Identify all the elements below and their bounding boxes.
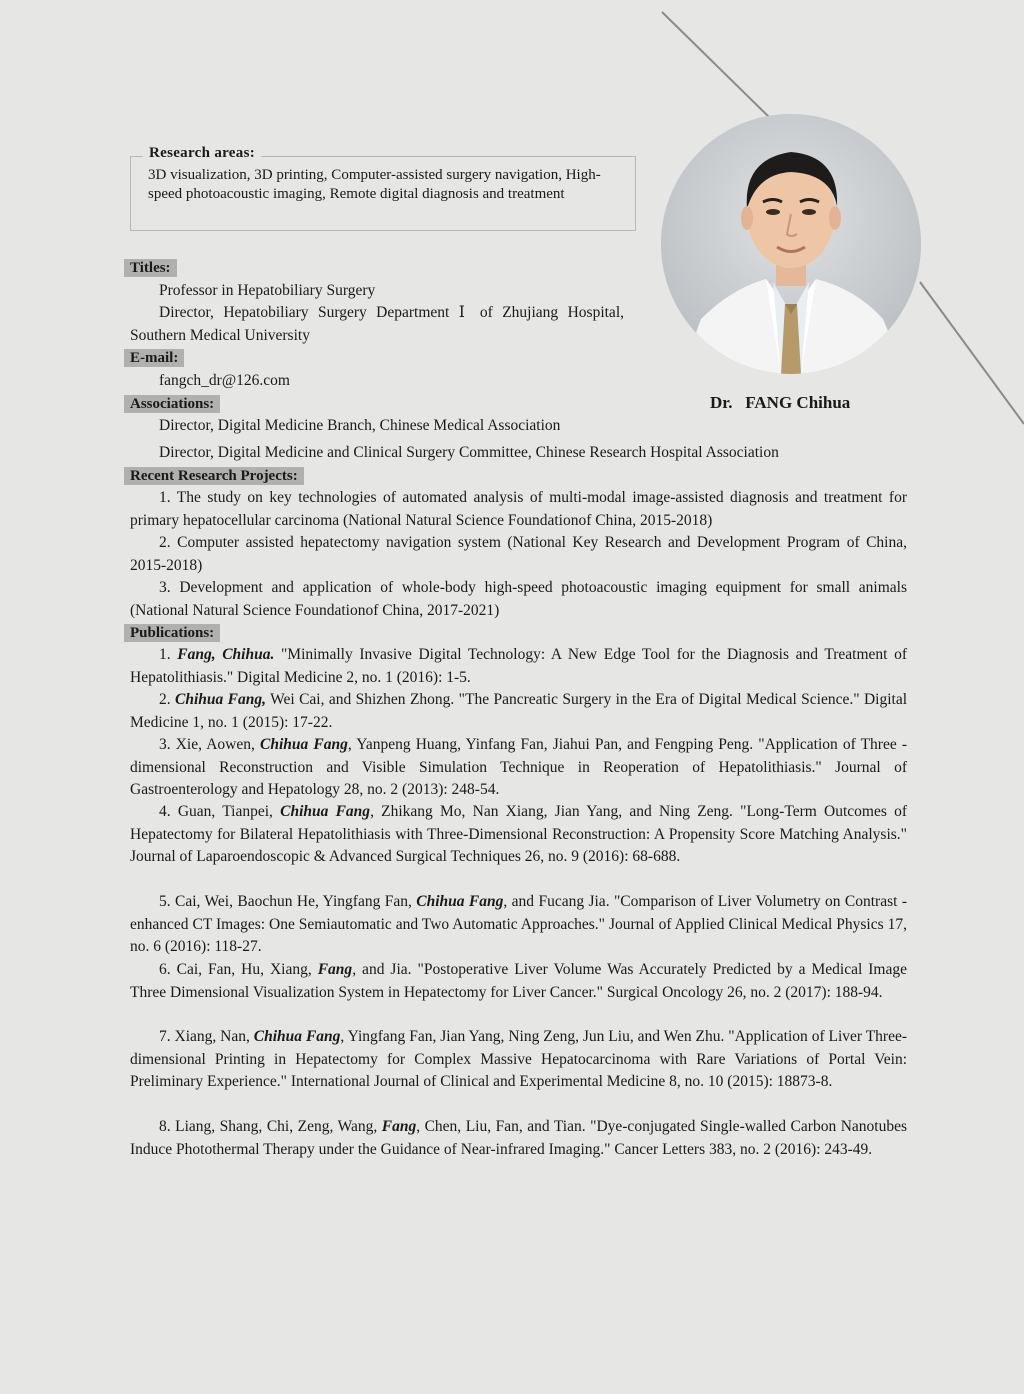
publication-item: 8. Liang, Shang, Chi, Zeng, Wang, Fang, Chen, Liu, Fan, and Tian. "Dye-conjugated Single-walled Carbon Nanotubes Induce Photothermal Therapy under the Guidance of Near-infrared Imaging." Cancer Letters 383, no. 2 (2016): 243-49. bbox=[130, 1118, 907, 1158]
research-areas-heading: Research areas: bbox=[143, 145, 261, 162]
publication-item: 3. Xie, Aowen, Chihua Fang, Yanpeng Huang, Yinfang Fan, Jiahui Pan, and Fengping Peng. "Application of Three - dimensional Reconstruction and Visible Simulation Technique in Reoperation of Hepatolithiasis." Journal of Gastroenterology and Hepatology 28, no. 2 (2013): 248-54. bbox=[130, 736, 907, 798]
project-item: 1. The study on key technologies of automated analysis of multi-modal image-assisted diagnosis and treatment for primary hepatocellular carcinoma (National Natural Science Foundationof China, 2015-2018) bbox=[130, 489, 907, 529]
publication-item: 1. Fang, Chihua. "Minimally Invasive Digital Technology: A New Edge Tool for the Diagnosis and Treatment of Hepatolithiasis." Digital Medicine 2, no. 1 (2016): 1-5. bbox=[130, 646, 908, 686]
project-item: 2. Computer assisted hepatectomy navigation system (National Key Research and Development Program of China, 2015-2018) bbox=[130, 534, 907, 574]
publication-item: 4. Guan, Tianpei, Chihua Fang, Zhikang Mo, Nan Xiang, Jian Yang, and Ning Zeng. "Long-Term Outcomes of Hepatectomy for Bilateral Hepatolithiasis with Three-Dimensional Reconstruction: A Propensity Score Matching Analysis." Journal of Laparoendoscopic & Advanced Surgical Techniques 26, no. 9 (2016): 68-688. bbox=[130, 803, 908, 865]
portrait-photo bbox=[661, 114, 921, 374]
profile-name: Dr. FANG Chihua bbox=[710, 393, 851, 412]
research-areas-text: 3D visualization, 3D printing, Computer-assisted surgery navigation, High-speed photoacoustic imaging, Remote digital diagnosis and treatment bbox=[148, 167, 601, 202]
publication-item: 5. Cai, Wei, Baochun He, Yingfang Fan, Chihua Fang, and Fucang Jia. "Comparison of Liver Volumetry on Contrast - enhanced CT Images: One Semiautomatic and Two Automatic Approaches." Journal of Applied Clinical Medical Physics 17, no. 6 (2016): 118-27. bbox=[130, 893, 907, 955]
publication-item: 7. Xiang, Nan, Chihua Fang, Yingfang Fan, Jian Yang, Ning Zeng, Jun Liu, and Wen Zhu. "Application of Liver Three-dimensional Printing in Hepatectomy for Complex Massive Hepatocarcinoma with Rare Variations of Portal Vein: Preliminary Experience." International Journal of Clinical and Experimental Medicine 8, no. 10 (2015): 18873-8. bbox=[130, 1028, 907, 1090]
publication-item: 6. Cai, Fan, Hu, Xiang, Fang, and Jia. "Postoperative Liver Volume Was Accurately Predicted by a Medical Image Three Dimensional Visualization System in Hepatectomy for Liver Cancer." Surgical Oncology 26, no. 2 (2017): 188-94. bbox=[130, 961, 907, 1001]
email-value: fangch_dr@126.com bbox=[159, 372, 290, 389]
project-item: 3. Development and application of whole-body high-speed photoacoustic imaging equipment for small animals (National Natural Science Foundationof China, 2017-2021) bbox=[130, 579, 907, 619]
publications-heading: Publications: bbox=[124, 624, 220, 642]
title-line-1: Professor in Hepatobiliary Surgery bbox=[159, 282, 376, 299]
title-line-2: Director, Hepatobiliary Surgery Department Ⅰ of Zhujiang Hospital, Southern Medical University bbox=[130, 304, 624, 344]
projects-heading: Recent Research Projects: bbox=[124, 467, 304, 485]
associations-heading: Associations: bbox=[124, 395, 220, 413]
email-heading: E-mail: bbox=[124, 349, 184, 367]
portrait-illustration bbox=[661, 114, 921, 374]
diagonal-line-bottom bbox=[920, 282, 1024, 424]
diagonal-line-top bbox=[662, 12, 770, 118]
publication-item: 2. Chihua Fang, Wei Cai, and Shizhen Zhong. "The Pancreatic Surgery in the Era of Digital Medical Science." Digital Medicine 1, no. 1 (2015): 17-22. bbox=[130, 691, 908, 731]
association-item: Director, Digital Medicine and Clinical Surgery Committee, Chinese Research Hospital Association bbox=[159, 444, 779, 461]
titles-heading: Titles: bbox=[124, 259, 177, 277]
association-item: Director, Digital Medicine Branch, Chinese Medical Association bbox=[159, 417, 561, 434]
